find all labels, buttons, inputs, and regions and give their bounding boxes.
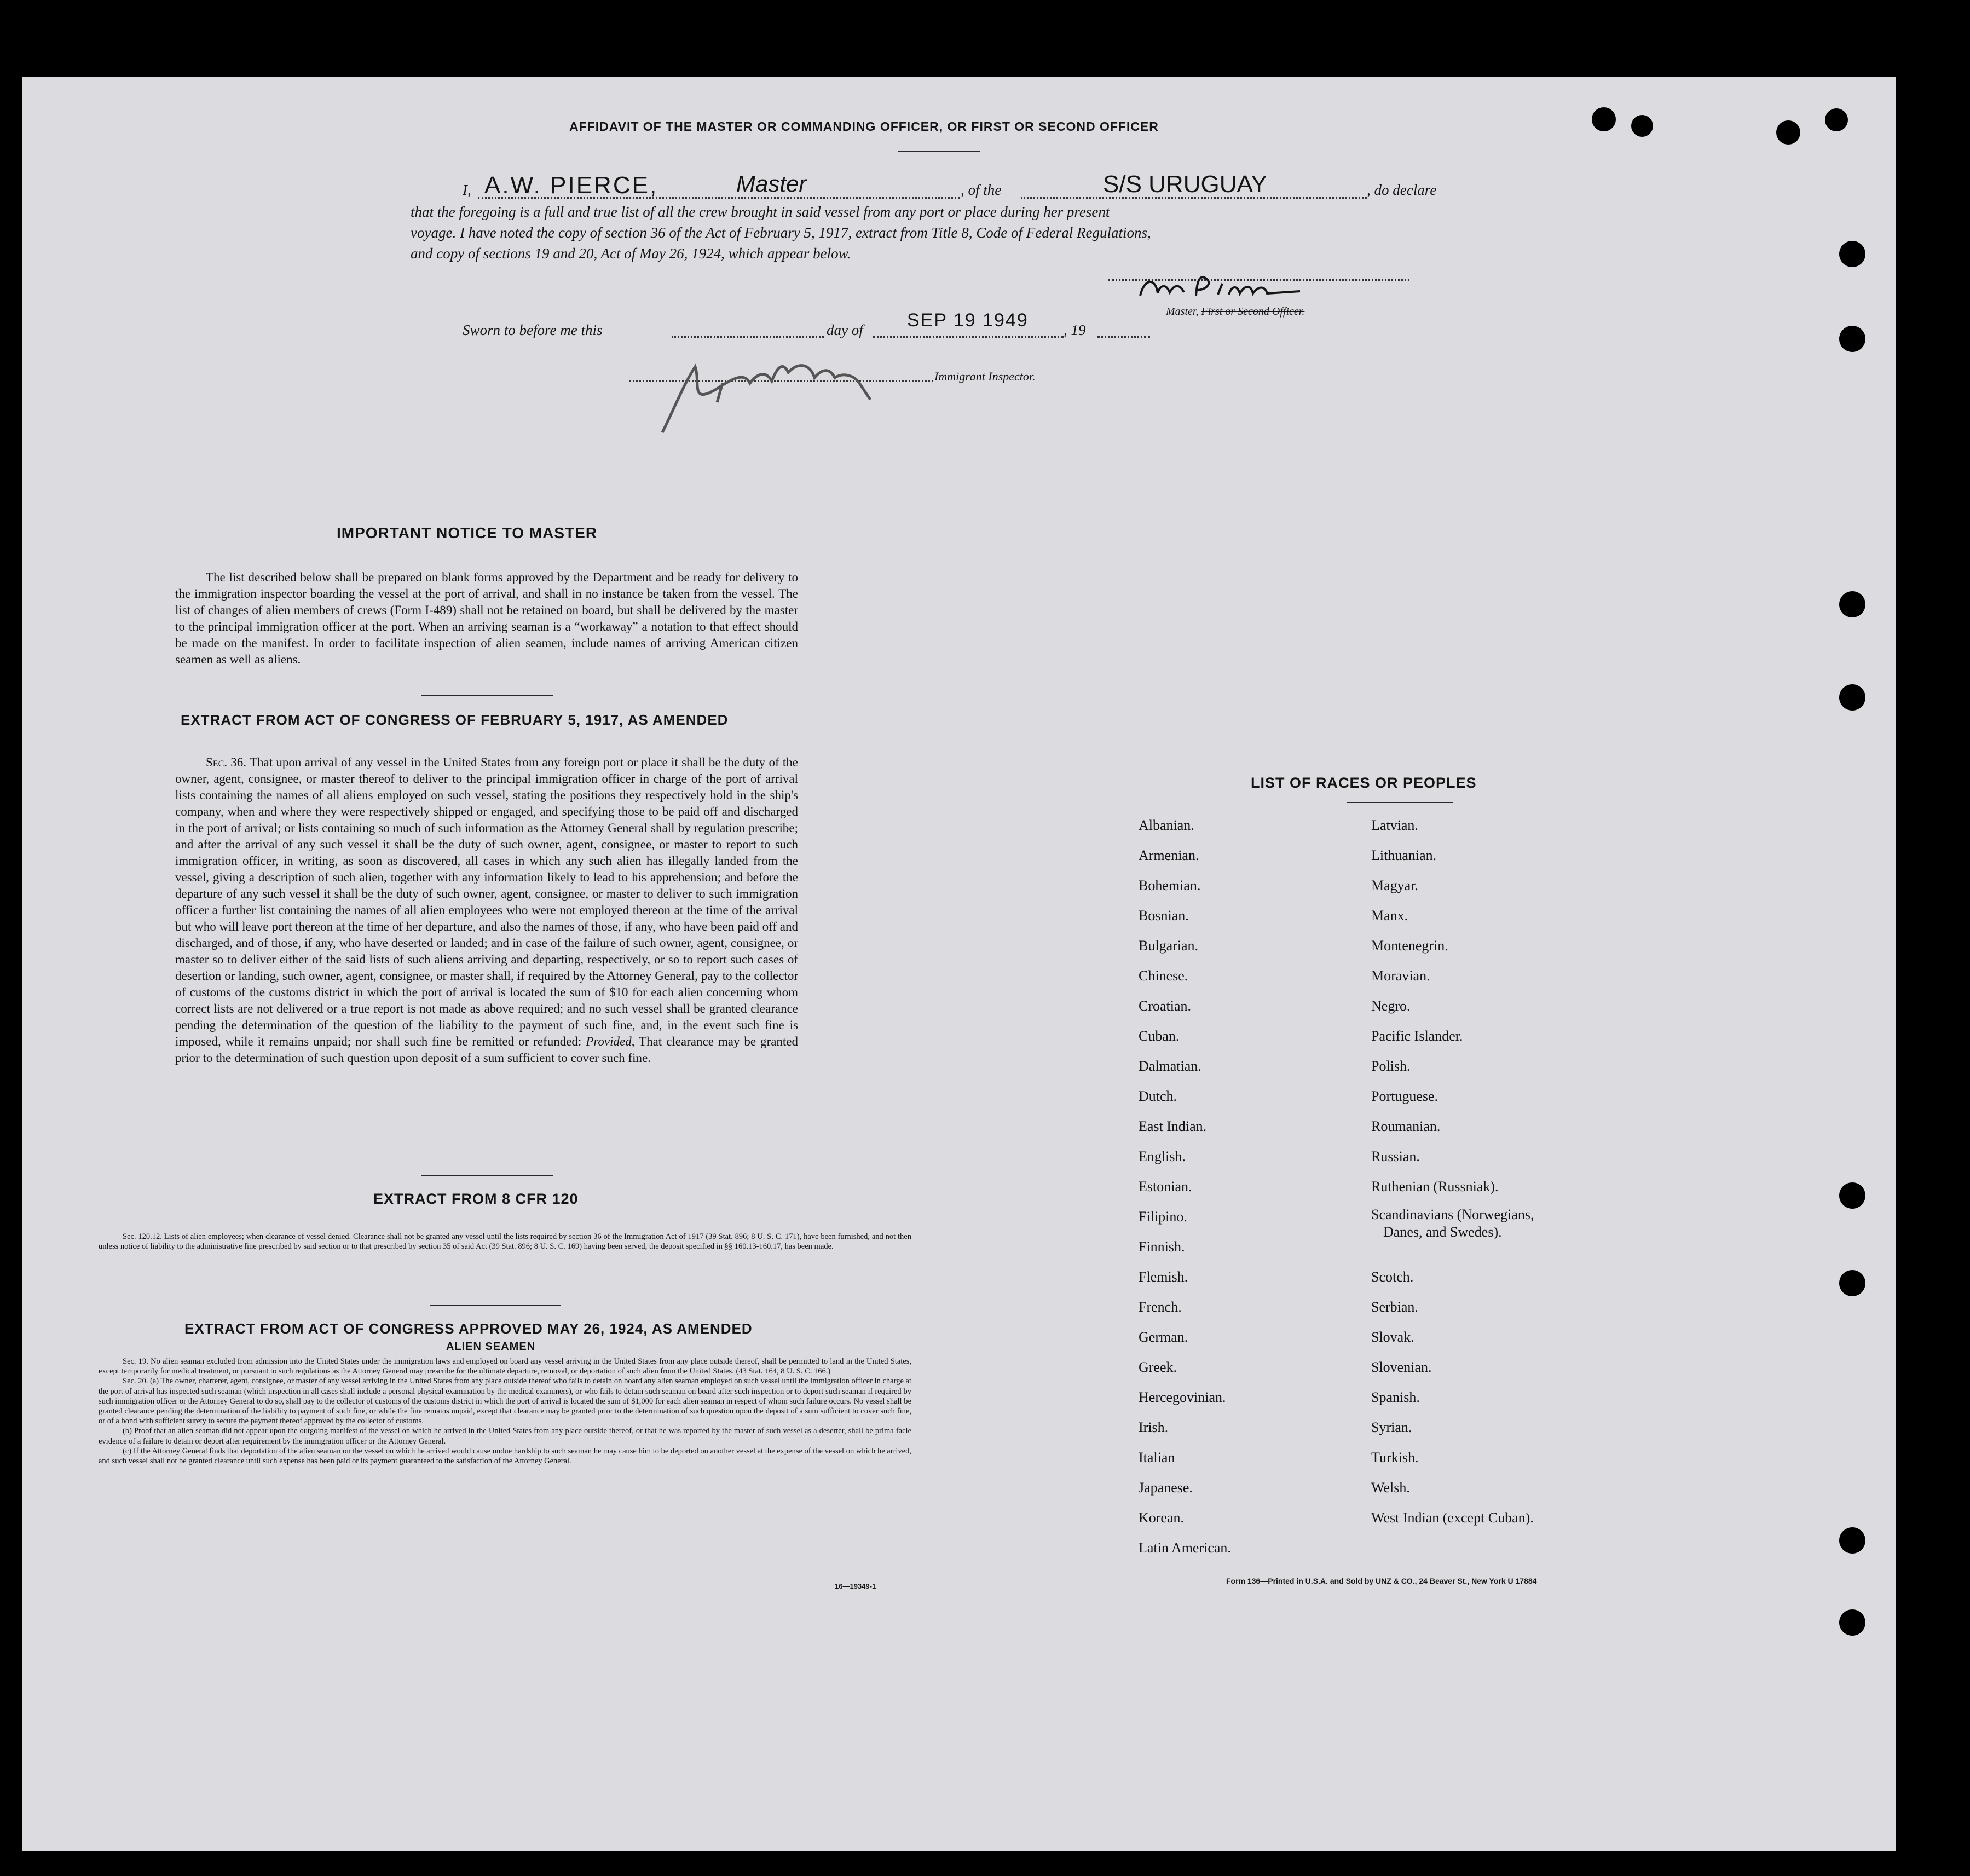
master-caption-label: Master, bbox=[1166, 305, 1199, 318]
race-cuban: Cuban. bbox=[1139, 1028, 1180, 1044]
race-magyar: Magyar. bbox=[1371, 878, 1418, 893]
race-slovenian: Slovenian. bbox=[1371, 1359, 1432, 1375]
race-chinese: Chinese. bbox=[1139, 968, 1188, 984]
rank-handwritten: Master bbox=[736, 171, 807, 197]
race-filipino: Filipino. bbox=[1139, 1209, 1187, 1225]
race-japanese: Japanese. bbox=[1139, 1480, 1193, 1496]
race-hercegovinian: Hercegovinian. bbox=[1139, 1389, 1226, 1405]
race-russian: Russian. bbox=[1371, 1148, 1420, 1164]
race-polish: Polish. bbox=[1371, 1058, 1411, 1074]
binder-hole bbox=[1839, 591, 1865, 617]
race-west-indian: West Indian (except Cuban). bbox=[1371, 1510, 1534, 1526]
inspector-signature bbox=[640, 350, 925, 438]
inspector-caption: Immigrant Inspector. bbox=[934, 370, 1036, 383]
race-serbian: Serbian. bbox=[1371, 1299, 1418, 1315]
binder-hole bbox=[1631, 115, 1653, 137]
race-scandinavians-line-2: Danes, and Swedes). bbox=[1383, 1224, 1502, 1240]
race-korean: Korean. bbox=[1139, 1510, 1185, 1526]
sec-20c-text: (c) If the Attorney General finds that deportation of the alien seaman on the vessel on which he arrived would cause undue hardship to such seaman he may cause him to be deported on another vessel at the expense of the vessel on which he arrived, and such vessel shall not be granted clearance until such expense has been paid or its payment guaranteed to the satisfaction of the Attorney General. bbox=[99, 1446, 911, 1466]
divider-3 bbox=[430, 1305, 561, 1306]
divider-2 bbox=[421, 1175, 553, 1176]
race-pacific-islander: Pacific Islander. bbox=[1371, 1028, 1463, 1044]
printer-credit: Form 136—Printed in U.S.A. and Sold by UNZ & CO., 24 Beaver St., New York U 17884 bbox=[1226, 1577, 1537, 1585]
sec-20b-text: (b) Proof that an alien seaman did not appear upon the outgoing manifest of the vessel on which he arrived in the United States from any place outside thereof, or that he was reported by the master of such vessel as a deserter, shall be prima facie evidence of a failure to detain or deport after requirement by the immigration officer or the Attorney General. bbox=[99, 1427, 911, 1446]
race-croatian: Croatian. bbox=[1139, 998, 1192, 1014]
race-moravian: Moravian. bbox=[1371, 968, 1430, 984]
race-turkish: Turkish. bbox=[1371, 1450, 1419, 1465]
sec-36-label: Sec. 36. bbox=[206, 755, 247, 769]
race-latvian: Latvian. bbox=[1371, 817, 1418, 833]
extract-1917-body bbox=[175, 754, 798, 1066]
race-scandinavians-line-1: Scandinavians (Norwegians, bbox=[1371, 1207, 1534, 1222]
affidavit-line-1 bbox=[463, 171, 1464, 208]
sec-19-text: Sec. 19. No alien seaman excluded from admission into the United States under the immigration laws and employed on board any vessel arriving in the United States from any place outside thereof, shall be permitted to land in the United States, except temporarily for medical treatment, or pursuant to such regulations as the Attorney General may prescribe for the ultimate departure, removal, or deportation of such alien from the United States. (43 Stat. 164, 8 U. S. C. 166.) bbox=[99, 1357, 911, 1376]
vessel-name: S/S URUGUAY bbox=[1103, 171, 1267, 198]
race-spanish: Spanish. bbox=[1371, 1389, 1420, 1405]
sec-20a-paragraph bbox=[99, 1376, 911, 1426]
sec-20c-paragraph bbox=[99, 1446, 911, 1466]
notice-body bbox=[175, 569, 798, 668]
race-greek: Greek. bbox=[1139, 1359, 1177, 1375]
year-blank bbox=[1097, 318, 1150, 338]
race-lithuanian: Lithuanian. bbox=[1371, 847, 1437, 863]
race-flemish: Flemish. bbox=[1139, 1269, 1188, 1285]
sec-36-text: That upon arrival of any vessel in the United States from any foreign port or place it shall be the duty of the owner, agent, consignee, or master thereof to deliver to the principal immigration officer in charge of the port of arrival lists containing the names of all aliens employed on such vessel, stating the positions they respectively hold in the ship's company, when and where they were respectively shipped or engaged, and specifying those to be paid off and discharged in the port of arrival; or lists containing so much of such information as the Attorney General shall by regulation prescribe; and after the arrival of any such vessel it shall be the duty of such owner, agent, consignee, or master to report to such immigration officer, in writing, as soon as discovered, all cases in which any such alien has illegally landed from the vessel, giving a description of such alien, together with any information likely to lead to his apprehension; and before the departure of any such vessel it shall be the duty of such owner, agent, consignee, or master to deliver to such immigration officer a further list containing the names of all alien employees who were not employed thereon at the time of the arrival but who will leave port thereon at the time of her departure, and also the names of those, if any, who have been paid off and discharged, and of those, if any, who have deserted or landed; and in case of the failure of such owner, agent, consignee, or master so to deliver either of the said lists of such aliens arriving and departing, respectively, or so to report such cases of desertion or landing, such owner, agent, consignee, or master shall, if required by the Attorney General, pay to the collector of customs of the customs district in which the port of arrival is located the sum of $10 for each alien concerning whom correct lists are not delivered or a true report is not made as above required; and no such vessel shall be granted clearance pending the determination of the question of the liability to the payment of such fine, and, in the event such fine is imposed, while it remains unpaid; nor shall such fine be remitted or refunded: bbox=[175, 755, 798, 1048]
sec-20a-text: Sec. 20. (a) The owner, charterer, agent, consignee, or master of any vessel arriving in the United States from any place outside thereof who fails to detain on board any alien seaman employed on such vessel until the immigration officer in charge at the port of arrival has inspected such seaman (which inspection in all cases shall include a personal physical examination by the medical examiners), or who fails to detain such seaman on board after such inspection or to deport such seaman if required by such immigration officer or the Attorney General to do so, shall pay to the collector of customs of the customs district in which the port of arrival is located the sum of $1,000 for each alien seaman in respect of whom such failure occurs. No vessel shall be granted clearance pending the determination of the liability to payment of such fine, or while the fine remains unpaid, except that clearance may be granted prior to the determination of such question upon the deposit of a sum sufficient to cover such fine, or of a bond with sufficient surety to secure the payment thereof approved by the collector of customs. bbox=[99, 1377, 911, 1426]
race-montenegrin: Montenegrin. bbox=[1371, 938, 1448, 954]
sec-36-text-end: That clearance may be granted prior to the determination of such question upon deposit of a sum sufficient to cover such fine. bbox=[175, 1035, 799, 1065]
affidavit-line-4: and copy of sections 19 and 20, Act of May 26, 1924, which appear below. bbox=[411, 245, 851, 262]
master-caption bbox=[1166, 305, 1304, 318]
race-scotch: Scotch. bbox=[1371, 1269, 1414, 1285]
master-signature bbox=[1136, 268, 1311, 307]
master-name-handwritten: A.W. PIERCE, bbox=[484, 172, 658, 199]
binder-hole bbox=[1776, 120, 1800, 145]
day-of-label: day of bbox=[827, 322, 863, 338]
race-bosnian: Bosnian. bbox=[1139, 908, 1189, 923]
race-ruthenian: Ruthenian (Russniak). bbox=[1371, 1179, 1499, 1194]
binder-hole bbox=[1839, 326, 1865, 352]
race-roumanian: Roumanian. bbox=[1371, 1118, 1441, 1134]
race-scandinavians bbox=[1371, 1202, 1534, 1262]
title-underline bbox=[898, 151, 980, 152]
race-finnish: Finnish. bbox=[1139, 1239, 1185, 1255]
form-code: 16—19349-1 bbox=[835, 1582, 876, 1590]
binder-hole bbox=[1839, 1182, 1865, 1209]
race-irish: Irish. bbox=[1139, 1419, 1169, 1435]
affidavit-title: AFFIDAVIT OF THE MASTER OR COMMANDING OFFICER, OR FIRST OR SECOND OFFICER bbox=[569, 119, 1159, 134]
sec-19-paragraph bbox=[99, 1357, 911, 1376]
races-right-column bbox=[1371, 810, 1534, 1533]
of-the-label: , of the bbox=[961, 182, 1002, 198]
extract-1917-title: EXTRACT FROM ACT OF CONGRESS OF FEBRUARY 5, 1917, AS AMENDED bbox=[181, 712, 729, 728]
race-bulgarian: Bulgarian. bbox=[1139, 938, 1199, 954]
binder-hole bbox=[1839, 1527, 1865, 1554]
binder-hole bbox=[1839, 1270, 1865, 1296]
year-label: , 19 bbox=[1064, 322, 1086, 338]
extract-1924-body bbox=[99, 1357, 911, 1466]
race-dalmatian: Dalmatian. bbox=[1139, 1058, 1201, 1074]
binder-hole bbox=[1839, 241, 1865, 267]
race-syrian: Syrian. bbox=[1371, 1419, 1412, 1435]
race-german: German. bbox=[1139, 1329, 1188, 1345]
do-declare-label: , do declare bbox=[1367, 182, 1437, 198]
document-page bbox=[22, 77, 1896, 1851]
race-dutch: Dutch. bbox=[1139, 1088, 1177, 1104]
race-east-indian: East Indian. bbox=[1139, 1118, 1207, 1134]
binder-hole bbox=[1592, 107, 1616, 131]
cfr-title: EXTRACT FROM 8 CFR 120 bbox=[373, 1191, 579, 1207]
race-italian: Italian bbox=[1139, 1450, 1175, 1465]
races-left-column bbox=[1139, 810, 1231, 1563]
struck-officer-caption: First or Second Officer. bbox=[1201, 305, 1305, 318]
race-latin-american: Latin American. bbox=[1139, 1540, 1231, 1556]
sworn-line bbox=[463, 310, 1152, 348]
sworn-label: Sworn to before me this bbox=[463, 322, 603, 338]
affidavit-line-3: voyage. I have noted the copy of section 36 of the Act of February 5, 1917, extract from Title 8, Code of Federal Regulations, bbox=[411, 224, 1151, 241]
affidavit-line-2: that the foregoing is a full and true list of all the crew brought in said vessel from any port or place during her present bbox=[411, 204, 1110, 220]
cfr-body bbox=[99, 1232, 911, 1251]
races-title: LIST OF RACES OR PEOPLES bbox=[1251, 775, 1477, 791]
race-manx: Manx. bbox=[1371, 908, 1408, 923]
i-label: I, bbox=[463, 182, 471, 198]
date-stamp: SEP 19 1949 bbox=[907, 310, 1029, 331]
race-portuguese: Portuguese. bbox=[1371, 1088, 1438, 1104]
notice-title: IMPORTANT NOTICE TO MASTER bbox=[337, 524, 598, 541]
race-armenian: Armenian. bbox=[1139, 847, 1199, 863]
race-albanian: Albanian. bbox=[1139, 817, 1194, 833]
race-french: French. bbox=[1139, 1299, 1182, 1315]
race-welsh: Welsh. bbox=[1371, 1480, 1410, 1496]
notice-text: The list described below shall be prepared on blank forms approved by the Department and be ready for delivery to the immigration inspector boarding the vessel at the port of arrival, and shall in no instance be taken from the vessel. The list of changes of alien members of crews (Form I-489) shall not be retained on board, but shall be delivered by the master to the principal immigration officer at the port. When an arriving seaman is a “workaway” a notation to that effect should be made on the manifest. In order to facilitate inspection of alien seamen, include names of arriving American citizen seamen as well as aliens. bbox=[175, 570, 798, 666]
race-negro: Negro. bbox=[1371, 998, 1411, 1014]
races-underline bbox=[1347, 802, 1453, 803]
race-bohemian: Bohemian. bbox=[1139, 878, 1201, 893]
sec-20b-paragraph bbox=[99, 1426, 911, 1446]
extract-1924-subtitle: ALIEN SEAMEN bbox=[446, 1341, 536, 1353]
binder-hole bbox=[1839, 1609, 1865, 1636]
binder-hole bbox=[1839, 684, 1865, 711]
race-estonian: Estonian. bbox=[1139, 1179, 1192, 1194]
binder-hole bbox=[1825, 108, 1848, 131]
day-blank bbox=[672, 318, 824, 338]
provided-word: Provided, bbox=[586, 1035, 635, 1048]
race-english: English. bbox=[1139, 1148, 1186, 1164]
divider-1 bbox=[421, 695, 553, 696]
extract-1924-title: EXTRACT FROM ACT OF CONGRESS APPROVED MAY 26, 1924, AS AMENDED bbox=[184, 1320, 753, 1337]
race-slovak: Slovak. bbox=[1371, 1329, 1414, 1345]
cfr-text: Sec. 120.12. Lists of alien employees; when clearance of vessel denied. Clearance shall not be granted any vessel until the lists required by section 36 of the Immigration Act of 1917 (39 Stat. 896; 8 U. S. C. 171), have been furnished, and not then unless notice of liability to the administrative fine prescribed by said section or to that prescribed by section 35 of said Act (39 Stat. 896; 8 U. S. C. 169) having been served, the deposit specified in §§ 160.13-160.17, has been made. bbox=[99, 1232, 911, 1251]
